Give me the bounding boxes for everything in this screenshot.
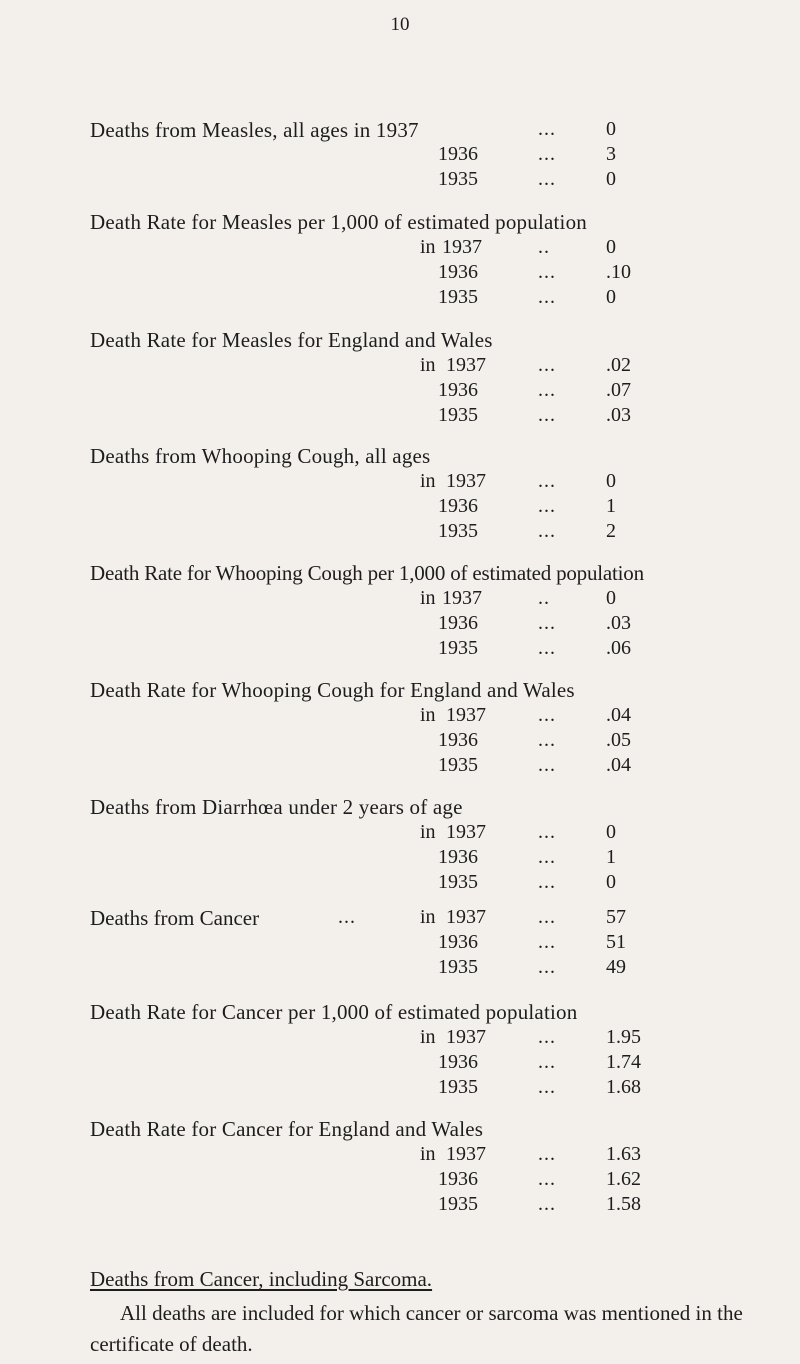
footer-note: All deaths are included for which cancer or sarcoma was mentioned in the certificate of death. [90,1301,743,1356]
row-year: 1935 [438,754,478,776]
row-prefix: in [420,354,436,376]
leader-dots: ... [538,612,556,634]
data-row [0,1051,800,1077]
row-year: 1936 [438,1051,478,1073]
row-value: .06 [606,637,631,659]
data-row [0,495,800,521]
row-year: 1936 [438,729,478,751]
leader-dots: ... [538,704,556,726]
row-value: 1.68 [606,1076,641,1098]
row-value: 1.63 [606,1143,641,1165]
section-title: Death Rate for Measles for England and Wales [90,328,493,352]
row-year: 1936 [438,261,478,283]
row-value: 1 [606,495,616,517]
leader-dots: ... [538,354,556,376]
row-year: 1935 [438,871,478,893]
row-year: 1936 [438,931,478,953]
data-row [0,821,800,847]
leader-dots: ... [538,168,556,190]
row-year: 1935 [438,404,478,426]
row-year: 1935 [438,168,478,190]
leader-dots: ... [538,637,556,659]
leader-dots: ... [538,906,556,928]
row-value: 51 [606,931,626,953]
row-value: .03 [606,404,631,426]
data-row [0,520,800,546]
row-value: .07 [606,379,631,401]
data-row [0,1193,800,1219]
row-value: 0 [606,470,616,492]
data-row [0,379,800,405]
section-title: Deaths from Measles, all ages in 1937 [90,118,419,142]
leader-dots: ... [538,1051,556,1073]
row-prefix: in [420,587,436,609]
data-row [0,470,800,496]
section-title: Death Rate for Whooping Cough for England and Wales [90,678,575,702]
leader-dots: ... [538,1143,556,1165]
leader-dots: .. [538,587,550,609]
leader-dots: ... [338,906,356,928]
section-title: Death Rate for Cancer per 1,000 of estimated population [90,1000,578,1024]
row-year: 1937 [442,236,482,258]
leader-dots: ... [538,286,556,308]
data-row [0,118,800,144]
row-value: .10 [606,261,631,283]
row-value: 0 [606,168,616,190]
leader-dots: ... [538,846,556,868]
section-title: Death Rate for Cancer for England and Wales [90,1117,484,1141]
leader-dots: ... [538,470,556,492]
data-row [0,404,800,430]
row-prefix: in [420,1026,436,1048]
row-lead-label: Deaths from Cancer [90,906,260,930]
leader-dots: ... [538,754,556,776]
data-row [0,956,800,982]
row-prefix: in [420,236,436,258]
row-year: 1936 [438,1168,478,1190]
row-year: 1935 [438,956,478,978]
data-row [0,612,800,638]
data-row [0,143,800,169]
leader-dots: ... [538,931,556,953]
leader-dots: ... [538,871,556,893]
row-prefix: in [420,821,436,843]
data-row [0,168,800,194]
row-value: 0 [606,118,616,140]
row-value: .04 [606,754,631,776]
leader-dots: .. [538,236,550,258]
leader-dots: ... [538,404,556,426]
row-value: 1.58 [606,1193,641,1215]
leader-dots: ... [538,1076,556,1098]
row-value: 1.95 [606,1026,641,1048]
row-year: 1937 [446,821,486,843]
row-value: 0 [606,236,616,258]
row-year: 1935 [438,1193,478,1215]
row-value: .04 [606,704,631,726]
leader-dots: ... [538,379,556,401]
leader-dots: ... [538,1193,556,1215]
leader-dots: ... [538,118,556,140]
row-year: 1935 [438,286,478,308]
row-prefix: in [420,906,436,928]
data-row [0,637,800,663]
page-number: 10 [390,14,410,35]
leader-dots: ... [538,520,556,542]
data-row [0,754,800,780]
row-prefix: in [420,470,436,492]
row-year: 1936 [438,143,478,165]
section-title: Death Rate for Measles per 1,000 of estimated population [90,210,587,234]
data-row [0,1076,800,1102]
leader-dots: ... [538,1168,556,1190]
row-value: 0 [606,821,616,843]
data-row [0,354,800,380]
row-year: 1937 [446,906,486,928]
row-value: 1.62 [606,1168,641,1190]
leader-dots: ... [538,143,556,165]
row-year: 1937 [446,1026,486,1048]
data-row [0,236,800,262]
row-year: 1935 [438,520,478,542]
row-year: 1936 [438,846,478,868]
leader-dots: ... [538,1026,556,1048]
row-value: 0 [606,587,616,609]
section-title: Death Rate for Whooping Cough per 1,000 of estimated population [90,561,644,585]
data-row [0,931,800,957]
row-year: 1937 [442,587,482,609]
row-value: 1 [606,846,616,868]
section-title: Deaths from Whooping Cough, all ages [90,444,431,468]
row-value: 0 [606,871,616,893]
data-row [0,871,800,897]
row-value: 49 [606,956,626,978]
data-row [0,1143,800,1169]
data-row [0,846,800,872]
leader-dots: ... [538,729,556,751]
leader-dots: ... [538,261,556,283]
row-value: .05 [606,729,631,751]
section-title: Deaths from Diarrhœa under 2 years of age [90,795,463,819]
leader-dots: ... [538,956,556,978]
leader-dots: ... [538,495,556,517]
row-year: 1935 [438,637,478,659]
row-value: 3 [606,143,616,165]
row-year: 1937 [446,470,486,492]
data-row [0,261,800,287]
row-year: 1937 [446,1143,486,1165]
row-year: 1935 [438,1076,478,1098]
row-value: 1.74 [606,1051,641,1073]
data-row [0,1168,800,1194]
data-row [0,729,800,755]
row-prefix: in [420,704,436,726]
row-year: 1937 [446,704,486,726]
data-row [0,286,800,312]
row-year: 1936 [438,612,478,634]
row-prefix: in [420,1143,436,1165]
data-row [0,906,800,932]
data-row [0,587,800,613]
row-value: .03 [606,612,631,634]
data-row [0,704,800,730]
row-value: 57 [606,906,626,928]
row-year: 1936 [438,379,478,401]
data-row [0,1026,800,1052]
row-value: 2 [606,520,616,542]
row-year: 1937 [446,354,486,376]
footer-heading: Deaths from Cancer, including Sarcoma. [90,1267,433,1291]
row-year: 1936 [438,495,478,517]
leader-dots: ... [538,821,556,843]
row-value: .02 [606,354,631,376]
row-value: 0 [606,286,616,308]
